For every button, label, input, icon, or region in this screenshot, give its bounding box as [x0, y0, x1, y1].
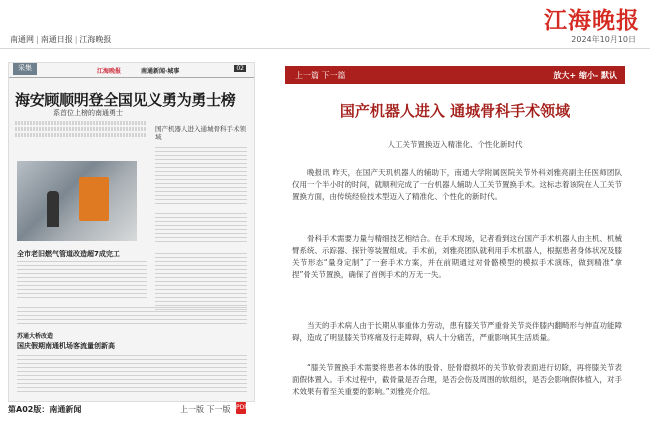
article-hotspot-gas[interactable]: 全市老旧燃气管道改造超7成完工	[17, 250, 120, 258]
section-name: 南通新闻·城事	[141, 68, 180, 75]
text-block	[17, 307, 247, 325]
article-paragraph: 骨科手术需要力量与精细技艺相结合。在手术现场，记者看到这台国产手术机器人由主机、机械臂系统、示踪器、探针等装置组成。手术前，刘雅亮团队就利用手术机器人，根据患者身体状况及膝关节形态“量身定制”了一套手术方案，并在前期通过对骨骼模型的模拟手术演练，做到精准“拿捏”骨关节置换，确保了首例手术的万无一失。	[292, 234, 622, 279]
pdf-icon[interactable]: PDF	[236, 402, 246, 414]
link-nantong-daily[interactable]: 南通日报	[40, 35, 73, 44]
news-photo	[17, 161, 137, 241]
article-subtitle: 人工关节置换迈入精准化、个性化新时代	[387, 140, 523, 149]
article-hotspot-robot[interactable]: 国产机器人进入通城骨科手术领域	[155, 125, 246, 141]
next-page-link[interactable]: 下一版	[206, 405, 231, 414]
prev-page-link[interactable]: 上一版	[180, 405, 204, 414]
page-pager	[180, 404, 231, 415]
caption-bridge: 苏通大桥改造	[17, 333, 54, 340]
issue-date: 2024年10月10日	[571, 35, 636, 44]
breadcrumb	[10, 34, 111, 45]
page-number: 02	[236, 65, 244, 72]
text-block	[155, 147, 247, 207]
photo-person	[47, 191, 59, 227]
text-block	[155, 253, 247, 313]
paper-name: 江海晚报	[97, 68, 122, 75]
site-logo[interactable]: 江海晚报	[544, 7, 640, 34]
newspaper-page-thumbnail[interactable]	[8, 62, 255, 402]
article-paragraph: “膝关节置换手术需要将患者本体的股骨、胫骨磨损坏的关节软骨表面进行切除，再将膝关节表面假体置入。手术过程中，截骨量是否合理，是否会伤及周围的软组织，是否会影响假体植入，对手术效果有着至关重要的影响。”刘雅亮介绍。	[292, 363, 622, 396]
page-footer	[0, 400, 260, 418]
article-nav	[295, 70, 346, 81]
link-jianghai-evening[interactable]: 江海晚报	[79, 35, 112, 44]
page-subhead: 系首位上榜的南通勇士	[53, 109, 123, 117]
article-paragraph: 当天的手术病人由于长期从事重体力劳动，患有膝关节严重骨关节炎伴膝内翻畸形与伸直功能障碍，造成了明显膝关节疼痛及行走障碍，病人十分痛苦，严重影响其生活质量。	[292, 321, 622, 342]
text-block	[155, 213, 247, 243]
article-paragraph: 晚报讯 昨天，在国产天玑机器人的辅助下，南通大学附属医院关节外科刘雅亮副主任医师团队仅用一个半小时的时间，就顺利完成了一台机器人辅助人工关节置换手术。这标志着该院在人工关节置换方面，由传统经验技术型迈入了精准化、个性化的新时代。	[292, 168, 622, 201]
collect-tag[interactable]: 采集	[13, 62, 37, 75]
next-article-link[interactable]: 下一篇	[321, 71, 346, 80]
article-title: 国产机器人进入 通城骨科手术领域	[339, 102, 571, 120]
zoom-controls[interactable]: 放大+ 缩小- 默认	[553, 71, 617, 80]
breadcrumb-separator: |	[36, 35, 39, 44]
text-block	[15, 133, 147, 137]
text-block	[15, 127, 147, 131]
text-block	[17, 261, 147, 301]
article-hotspot-airport[interactable]: 国庆假期南通机场客流量创新高	[17, 342, 115, 350]
page-label: 第A02版：南通新闻	[8, 405, 82, 414]
page-header	[9, 63, 254, 78]
article-toolbar	[285, 66, 625, 84]
breadcrumb-separator: |	[74, 35, 78, 44]
top-nav-bar	[0, 30, 650, 49]
photo-forklift	[79, 177, 109, 221]
link-nantong-web[interactable]: 南通网	[10, 35, 34, 44]
page-headline[interactable]: 海安顾顺明登全国见义勇为勇士榜	[15, 91, 236, 109]
text-block	[17, 355, 247, 395]
prev-article-link[interactable]: 上一篇	[295, 71, 319, 80]
text-block	[15, 121, 147, 125]
